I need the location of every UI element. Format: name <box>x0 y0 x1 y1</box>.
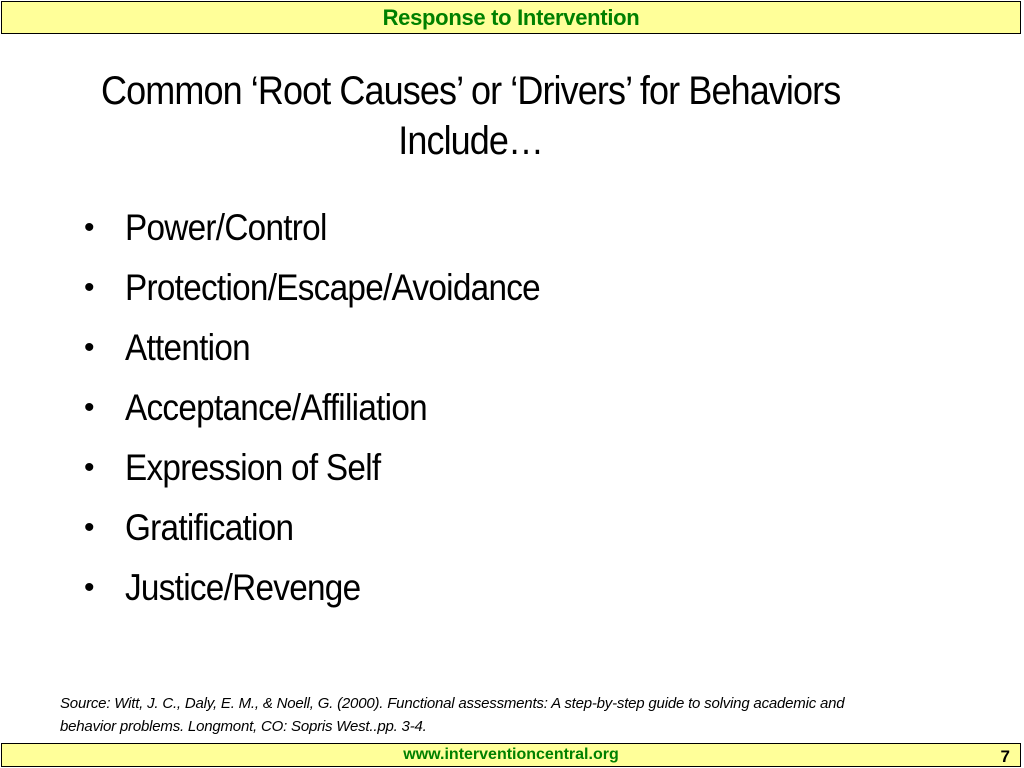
bullet-text: Gratification <box>125 507 294 548</box>
bullet-text: Attention <box>125 327 250 368</box>
bullet-icon: • <box>84 211 95 244</box>
header-bar <box>1 1 1021 34</box>
footer-bar <box>1 743 1021 767</box>
bullet-icon: • <box>84 511 95 544</box>
bullet-icon: • <box>84 451 95 484</box>
bullet-icon: • <box>84 271 95 304</box>
page-number: 7 <box>1000 747 1010 766</box>
header-title: Response to Intervention <box>382 4 640 30</box>
bullet-text: Expression of Self <box>125 447 381 488</box>
bullet-icon: • <box>84 571 95 604</box>
slide-title <box>0 66 941 166</box>
bullet-text: Power/Control <box>125 207 327 248</box>
bullet-icon: • <box>84 331 95 364</box>
source-citation-line-1: Source: Witt, J. C., Daly, E. M., & Noell, G. (2000). Functional assessments: A step-by-step guide to solving academic and <box>60 695 845 712</box>
footer-url: www.interventioncentral.org <box>403 746 619 763</box>
source-citation-line-2: behavior problems. Longmont, CO: Sopris West..pp. 3-4. <box>60 718 427 735</box>
bullet-text: Acceptance/Affiliation <box>125 387 427 428</box>
slide-title-line-1: Common ‘Root Causes’ or ‘Drivers’ for Behaviors <box>101 69 841 113</box>
bullet-icon: • <box>84 391 95 424</box>
bullet-text: Protection/Escape/Avoidance <box>125 267 540 308</box>
bullet-text: Justice/Revenge <box>125 567 361 608</box>
slide-title-line-2: Include… <box>398 119 544 163</box>
source-citation <box>60 692 980 738</box>
